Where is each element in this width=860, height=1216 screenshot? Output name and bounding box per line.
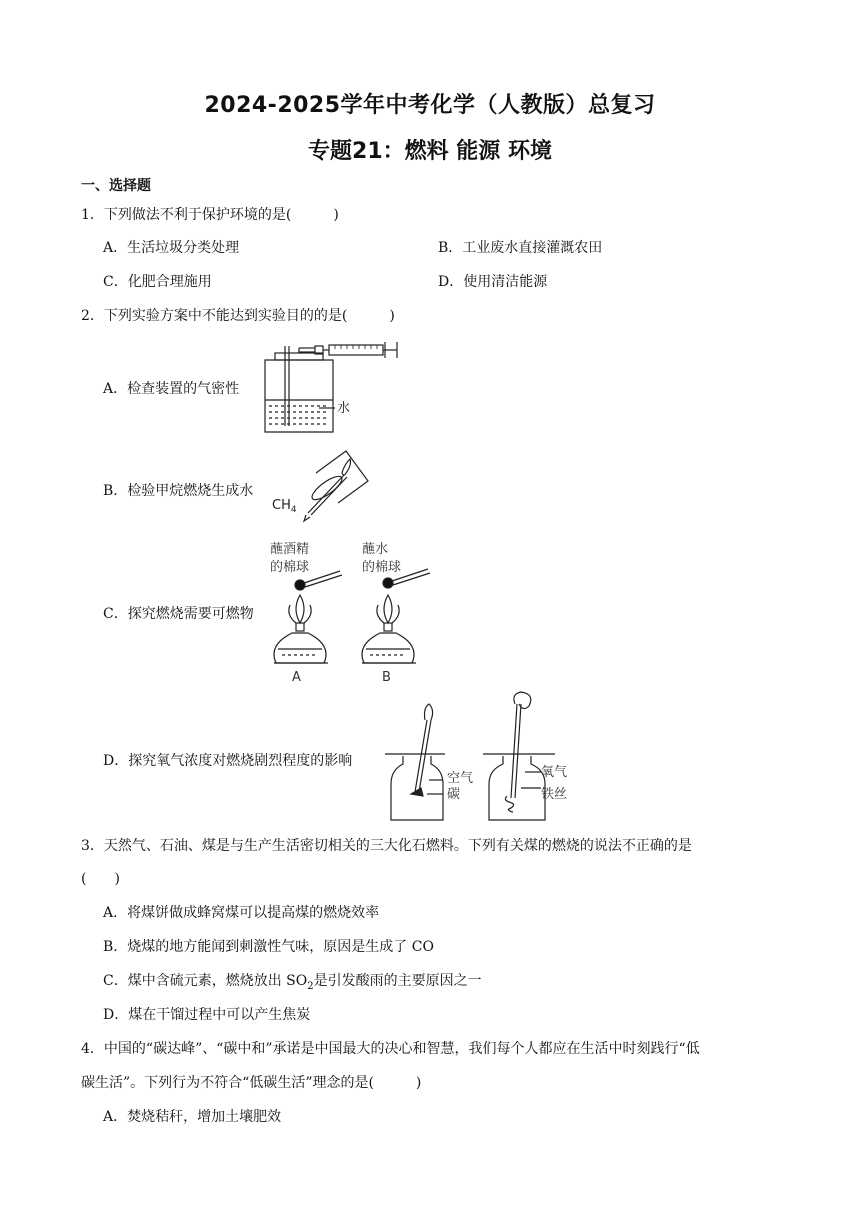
methane-combustion-figure [268, 445, 378, 525]
question-3-stem: 3．天然气、石油、煤是与生产生活密切相关的三大化石燃料。下列有关煤的燃烧的说法不正确的是 [81, 838, 692, 854]
question-2-option-a: A．检查装置的气密性 [103, 381, 240, 397]
lamp-b-caption: B [382, 670, 391, 685]
question-4-option-a: A．焚烧秸秆，增加土壤肥效 [103, 1109, 282, 1125]
question-1-stem: 1．下列做法不利于保护环境的是( ) [81, 207, 339, 223]
air-label: 空气 [447, 771, 474, 786]
question-3-option-d: D．煤在干馏过程中可以产生焦炭 [103, 1007, 311, 1023]
methane-label: $CH_4$ [272, 498, 297, 515]
oxygen-label: 氧气 [541, 765, 568, 780]
question-3-option-b: B．烧煤的地方能闻到刺激性气味，原因是生成了 CO [103, 939, 434, 955]
question-3-paren: ( ) [81, 871, 120, 887]
question-3-option-c: C．煤中含硫元素，燃烧放出 $SO_2$是引发酸雨的主要原因之一 [103, 973, 482, 992]
document-subtitle: 专题21：燃料 能源 环境 [308, 139, 552, 164]
carbon-label: 碳 [447, 787, 461, 802]
water-cotton-label-2: 的棉球 [362, 560, 402, 575]
question-2-option-c: C．探究燃烧需要可燃物 [103, 606, 254, 622]
question-3-option-a: A．将煤饼做成蜂窝煤可以提高煤的燃烧效率 [103, 905, 380, 921]
question-2-stem: 2．下列实验方案中不能达到实验目的的是( ) [81, 308, 395, 324]
question-1-option-d: D．使用清洁能源 [438, 274, 548, 290]
alcohol-cotton-label-1: 蘸酒精 [270, 542, 310, 557]
question-4-stem-line-2: 碳生活”。下列行为不符合“低碳生活”理念的是( ) [81, 1075, 422, 1091]
lamp-a-caption: A [292, 670, 301, 685]
water-label: 水 [337, 401, 351, 416]
oxygen-concentration-figure [385, 690, 585, 825]
document-title: 2024-2025学年中考化学（人教版）总复习 [204, 93, 656, 118]
question-1-option-a: A．生活垃圾分类处理 [103, 240, 240, 256]
combustion-fuel-figure [262, 535, 442, 685]
iron-wire-label: 铁丝 [541, 787, 568, 802]
question-2-option-b: B．检验甲烷燃烧生成水 [103, 483, 254, 499]
airtightness-apparatus-figure [255, 338, 405, 438]
alcohol-cotton-label-2: 的棉球 [270, 560, 310, 575]
question-1-option-c: C．化肥合理施用 [103, 274, 212, 290]
question-2-option-d: D．探究氧气浓度对燃烧剧烈程度的影响 [103, 753, 353, 769]
water-cotton-label-1: 蘸水 [362, 542, 389, 557]
section-heading: 一、选择题 [81, 178, 151, 194]
question-1-option-b: B．工业废水直接灌溉农田 [438, 240, 603, 256]
question-4-stem-line-1: 4．中国的“碳达峰”、“碳中和”承诺是中国最大的决心和智慧，我们每个人都应在生活中时刻践行“低 [81, 1041, 700, 1057]
